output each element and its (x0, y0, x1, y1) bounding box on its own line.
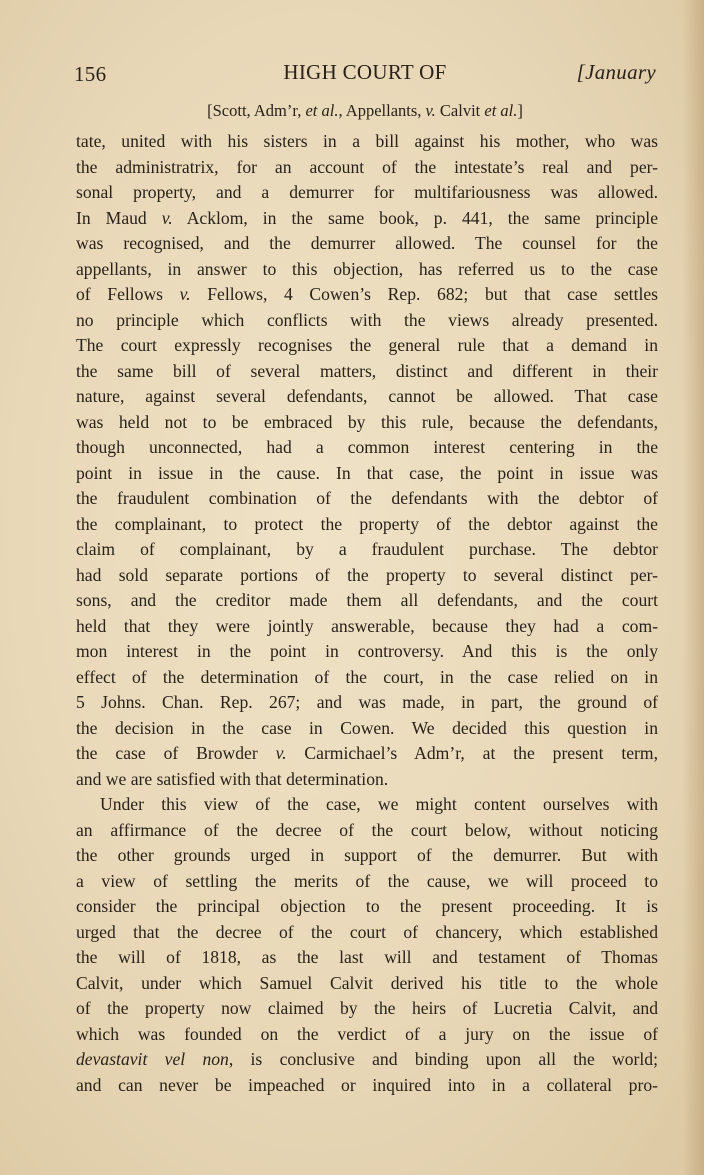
text-line: effect of the determination of the court, in the case relied on in (76, 666, 658, 687)
case-caption-part: [Scott, Adm’r, (207, 101, 306, 120)
text-line: point in issue in the cause. In that case, the point in issue was (76, 462, 658, 483)
text-line: urged that the decree of the court of chancery, which established (76, 921, 658, 942)
text-line: mon interest in the point in controversy. And this is the only (76, 641, 658, 661)
case-caption (74, 101, 656, 121)
running-title: HIGH COURT OF (283, 60, 447, 84)
text-line: of Fellows v. Fellows, 4 Cowen’s Rep. 682; but that case settles (76, 284, 658, 304)
text-line: Under this view of the case, we might content ourselves with (100, 794, 658, 814)
text-line: the decision in the case in Cowen. We decided this question in (76, 717, 658, 738)
text-line: In Maud v. Acklom, in the same book, p. 441, the same principle (76, 207, 659, 228)
text-line: the complainant, to protect the property of the debtor against the (76, 513, 658, 534)
text-line: an affirmance of the decree of the court below, without noticing (76, 819, 658, 840)
case-caption-part: , Appellants, (338, 101, 426, 120)
text-line: consider the principal objection to the present proceeding. It is (76, 896, 658, 916)
case-caption-part: v. (425, 101, 436, 120)
text-line: appellants, in answer to this objection, has referred us to the case (76, 258, 658, 279)
text-line: devastavit vel non, is conclusive and binding upon all the world; (76, 1049, 658, 1069)
text-line: no principle which conflicts with the views already presented. (76, 309, 658, 330)
running-head (74, 60, 656, 94)
text-line: sons, and the creditor made them all defendants, and the court (76, 590, 658, 610)
text-line: tate, united with his sisters in a bill against his mother, who was (76, 131, 658, 151)
text-line: 5 Johns. Chan. Rep. 267; and was made, in part, the ground of (76, 692, 658, 712)
text-line: was recognised, and the demurrer allowed. The counsel for the (76, 233, 658, 253)
text-line: had sold separate portions of the property to several distinct per- (76, 564, 658, 585)
text-line: a view of settling the merits of the cause, we will proceed to (76, 870, 658, 891)
text-line: was held not to be embraced by this rule, because the defendants, (76, 411, 658, 432)
text-line: the fraudulent combination of the defendants with the debtor of (76, 488, 658, 508)
page-number: 156 (74, 62, 107, 86)
case-caption-part: ] (517, 101, 523, 120)
text-line: Calvit, under which Samuel Calvit derived his title to the whole (76, 972, 658, 993)
text-line: though unconnected, had a common interest centering in the (76, 437, 658, 457)
case-caption-part: et al. (484, 101, 518, 120)
text-line: the administratrix, for an account of the intestate’s real and per- (76, 156, 658, 177)
text-line: and can never be impeached or inquired into in a collateral pro- (76, 1074, 658, 1095)
text-line: and we are satisfied with that determination. (76, 768, 389, 789)
text-line: nature, against several defendants, cannot be allowed. That case (76, 386, 658, 406)
text-line: the same bill of several matters, distinct and different in their (76, 360, 658, 381)
text-line: held that they were jointly answerable, because they had a com- (76, 615, 658, 636)
text-line: the will of 1818, as the last will and testament of Thomas (76, 947, 658, 967)
page-edge-shadow (682, 0, 704, 1175)
text-line: which was founded on the verdict of a jury on the issue of (76, 1023, 658, 1044)
body-text (76, 129, 658, 1098)
text-line: of the property now claimed by the heirs of Lucretia Calvit, and (76, 998, 658, 1018)
text-line: the case of Browder v. Carmichael’s Adm’r, at the present term, (76, 743, 658, 763)
text-line: claim of complainant, by a fraudulent purchase. The debtor (76, 539, 658, 559)
text-line: sonal property, and a demurrer for multifariousness was allowed. (76, 182, 658, 202)
text-line: The court expressly recognises the general rule that a demand in (76, 335, 658, 355)
case-caption-part: Calvit (435, 101, 485, 120)
case-caption-part: et al. (305, 101, 339, 120)
text-line: the other grounds urged in support of the demurrer. But with (76, 845, 658, 865)
running-month: [January (576, 60, 656, 84)
